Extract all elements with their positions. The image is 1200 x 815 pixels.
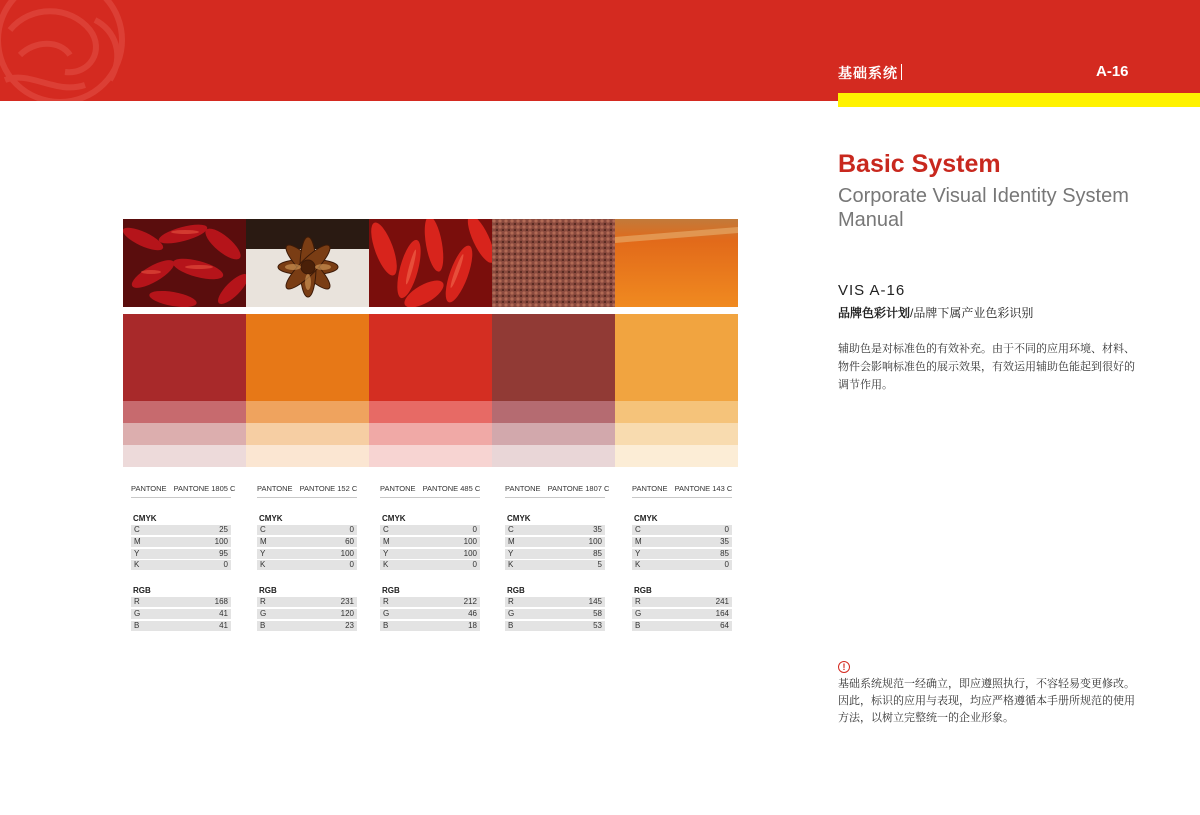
swatch-tint xyxy=(615,445,738,467)
description: 辅助色是对标准色的有效补充。由于不同的应用环境、材料、物件会影响标准色的展示效果，有效运用辅助色能起到很好的调节作用。 xyxy=(838,343,1135,391)
cmyk-key: K xyxy=(134,560,140,570)
pantone-value: PANTONE 1805 C xyxy=(173,484,236,493)
rgb-key: G xyxy=(383,609,390,619)
cmyk-row xyxy=(632,537,732,547)
swatch-main xyxy=(369,314,492,401)
plan-heading-rest: /品牌下属产业色彩识别 xyxy=(910,306,1034,320)
sichuan-pepper-photo xyxy=(492,219,615,307)
cmyk-value: 25 xyxy=(219,525,228,534)
cmyk-value: 100 xyxy=(214,536,228,546)
swatch-main xyxy=(123,314,246,401)
star-anise-photo xyxy=(246,219,369,307)
swatch-column xyxy=(615,314,738,467)
rgb-key: R xyxy=(383,597,389,607)
cmyk-row xyxy=(380,560,480,570)
cmyk-title: CMYK xyxy=(133,514,157,523)
chili-powder-photo xyxy=(615,219,738,307)
cmyk-key: Y xyxy=(383,548,389,558)
rgb-key: G xyxy=(134,609,141,619)
cmyk-row xyxy=(632,549,732,559)
swatch-tint xyxy=(123,423,246,445)
cmyk-key: M xyxy=(260,536,267,546)
warning-icon: ! xyxy=(838,661,850,673)
cmyk-row xyxy=(632,560,732,570)
cmyk-key: C xyxy=(635,525,641,534)
rgb-value: 145 xyxy=(588,597,602,607)
rgb-value: 53 xyxy=(593,620,602,630)
rgb-row xyxy=(131,621,231,631)
rgb-row xyxy=(257,609,357,619)
rgb-title: RGB xyxy=(634,586,652,596)
plan-heading xyxy=(838,304,1033,321)
swatch-tint xyxy=(492,423,615,445)
cmyk-value: 100 xyxy=(463,548,477,558)
cmyk-row xyxy=(257,560,357,570)
color-swatches xyxy=(123,314,738,467)
swatch-tint xyxy=(123,401,246,423)
cmyk-key: C xyxy=(508,525,514,534)
cmyk-key: M xyxy=(134,536,141,546)
plan-heading-bold: 品牌色彩计划 xyxy=(838,306,911,320)
swatch-main xyxy=(246,314,369,401)
cmyk-row xyxy=(131,549,231,559)
pantone-value: PANTONE 143 C xyxy=(674,484,733,493)
pantone-label: PANTONE xyxy=(632,484,668,493)
rgb-row xyxy=(380,609,480,619)
cmyk-key: M xyxy=(635,536,642,546)
rgb-key: G xyxy=(260,609,267,619)
swatch-main xyxy=(615,314,738,401)
swatch-tint xyxy=(369,423,492,445)
cmyk-row xyxy=(131,537,231,547)
cmyk-value: 0 xyxy=(472,525,477,534)
cmyk-title: CMYK xyxy=(634,514,658,523)
pantone-line xyxy=(632,484,732,498)
cmyk-row xyxy=(505,549,605,559)
cmyk-key: Y xyxy=(260,548,266,558)
accent-bar xyxy=(838,93,1200,107)
cmyk-key: Y xyxy=(134,548,140,558)
photo-strip xyxy=(123,219,738,307)
cmyk-value: 85 xyxy=(720,548,729,558)
cmyk-row xyxy=(131,560,231,570)
cmyk-value: 60 xyxy=(345,536,354,546)
cmyk-key: Y xyxy=(508,548,514,558)
header-band xyxy=(0,0,1200,101)
page-title: Basic System xyxy=(838,150,1001,178)
cmyk-value: 85 xyxy=(593,548,602,558)
cmyk-value: 0 xyxy=(349,525,354,534)
rgb-row xyxy=(257,597,357,607)
swatch-tint xyxy=(123,445,246,467)
cmyk-key: C xyxy=(383,525,389,534)
cmyk-key: Y xyxy=(635,548,641,558)
pantone-value: PANTONE 152 C xyxy=(299,484,358,493)
cmyk-key: K xyxy=(508,560,514,570)
rgb-row xyxy=(131,609,231,619)
rgb-value: 58 xyxy=(593,609,602,619)
pantone-line xyxy=(131,484,236,498)
page-subtitle: Corporate Visual Identity System Manual xyxy=(838,185,1129,231)
rgb-row xyxy=(380,597,480,607)
pantone-label: PANTONE xyxy=(131,484,167,493)
rgb-key: B xyxy=(383,620,389,630)
brand-emblem-watermark-icon xyxy=(0,0,140,101)
rgb-key: B xyxy=(134,620,140,630)
cmyk-row xyxy=(505,525,605,535)
rgb-value: 18 xyxy=(468,620,477,630)
rgb-value: 241 xyxy=(715,597,729,607)
cmyk-key: M xyxy=(383,536,390,546)
rgb-row xyxy=(505,597,605,607)
rgb-key: G xyxy=(635,609,642,619)
swatch-column xyxy=(369,314,492,467)
swatch-tint xyxy=(369,445,492,467)
spec-column xyxy=(131,484,236,633)
cmyk-row xyxy=(257,525,357,535)
swatch-column xyxy=(123,314,246,467)
rgb-key: B xyxy=(260,620,266,630)
rgb-row xyxy=(131,597,231,607)
swatch-tint xyxy=(246,401,369,423)
cmyk-value: 100 xyxy=(463,536,477,546)
cmyk-value: 0 xyxy=(724,525,729,534)
dried-red-chili-photo xyxy=(123,219,246,307)
cmyk-row xyxy=(505,537,605,547)
cmyk-value: 0 xyxy=(223,560,228,570)
rgb-value: 168 xyxy=(214,597,228,607)
rgb-key: B xyxy=(508,620,514,630)
pantone-value: PANTONE 485 C xyxy=(422,484,481,493)
cmyk-row xyxy=(380,525,480,535)
rgb-key: G xyxy=(508,609,515,619)
rgb-value: 164 xyxy=(715,609,729,619)
cmyk-value: 100 xyxy=(340,548,354,558)
cmyk-row xyxy=(257,549,357,559)
cmyk-row xyxy=(257,537,357,547)
swatch-main xyxy=(492,314,615,401)
pantone-line xyxy=(257,484,357,498)
cmyk-title: CMYK xyxy=(259,514,283,523)
swatch-tint xyxy=(615,423,738,445)
cmyk-key: C xyxy=(134,525,140,534)
rgb-title: RGB xyxy=(259,586,277,596)
pantone-label: PANTONE xyxy=(380,484,416,493)
cmyk-value: 100 xyxy=(588,536,602,546)
cmyk-value: 0 xyxy=(472,560,477,570)
rgb-key: R xyxy=(260,597,266,607)
rgb-title: RGB xyxy=(133,586,151,596)
section-label: 基础系统 xyxy=(838,65,898,81)
cmyk-value: 0 xyxy=(724,560,729,570)
spec-column xyxy=(380,484,480,633)
pantone-line xyxy=(380,484,480,498)
pantone-label: PANTONE xyxy=(257,484,293,493)
cmyk-value: 0 xyxy=(349,560,354,570)
cmyk-value: 35 xyxy=(720,536,729,546)
rgb-value: 212 xyxy=(463,597,477,607)
header-divider xyxy=(901,64,902,80)
swatch-tint xyxy=(492,401,615,423)
rgb-value: 23 xyxy=(345,620,354,630)
cmyk-key: K xyxy=(260,560,266,570)
rgb-title: RGB xyxy=(382,586,400,596)
pantone-label: PANTONE xyxy=(505,484,541,493)
cmyk-title: CMYK xyxy=(507,514,531,523)
spec-column xyxy=(505,484,610,633)
cmyk-key: M xyxy=(508,536,515,546)
swatch-tint xyxy=(369,401,492,423)
spec-column xyxy=(257,484,357,633)
cmyk-row xyxy=(505,560,605,570)
swatch-column xyxy=(492,314,615,467)
swatch-tint xyxy=(246,445,369,467)
cmyk-row xyxy=(380,537,480,547)
cmyk-value: 5 xyxy=(597,560,602,570)
cmyk-key: C xyxy=(260,525,266,534)
swatch-tint xyxy=(492,445,615,467)
red-chili-bundle-photo xyxy=(369,219,492,307)
rgb-value: 120 xyxy=(340,609,354,619)
rgb-row xyxy=(505,609,605,619)
swatch-tint xyxy=(246,423,369,445)
cmyk-value: 35 xyxy=(593,525,602,534)
rgb-value: 64 xyxy=(720,620,729,630)
rgb-key: R xyxy=(508,597,514,607)
page-code: A-16 xyxy=(1096,63,1129,80)
rgb-key: R xyxy=(635,597,641,607)
rgb-key: B xyxy=(635,620,641,630)
rgb-row xyxy=(257,621,357,631)
rgb-title: RGB xyxy=(507,586,525,596)
cmyk-row xyxy=(380,549,480,559)
swatch-column xyxy=(246,314,369,467)
rgb-row xyxy=(505,621,605,631)
cmyk-key: K xyxy=(383,560,389,570)
cmyk-key: K xyxy=(635,560,641,570)
rgb-row xyxy=(380,621,480,631)
pantone-value: PANTONE 1807 C xyxy=(547,484,610,493)
swatch-tint xyxy=(615,401,738,423)
vis-code: VIS A-16 xyxy=(838,282,906,299)
rgb-row xyxy=(632,609,732,619)
rgb-row xyxy=(632,597,732,607)
pantone-line xyxy=(505,484,610,498)
rgb-value: 231 xyxy=(340,597,354,607)
rgb-key: R xyxy=(134,597,140,607)
cmyk-value: 95 xyxy=(219,548,228,558)
cmyk-row xyxy=(131,525,231,535)
rgb-row xyxy=(632,621,732,631)
cmyk-row xyxy=(632,525,732,535)
rgb-value: 41 xyxy=(219,609,228,619)
cmyk-title: CMYK xyxy=(382,514,406,523)
spec-column xyxy=(632,484,732,633)
rgb-value: 41 xyxy=(219,620,228,630)
notice-text: 基础系统规范一经确立，即应遵照执行，不容轻易变更修改。因此，标识的应用与表现，均应严格遵循本手册所规范的使用方法，以树立完整统一的企业形象。 xyxy=(838,678,1135,724)
rgb-value: 46 xyxy=(468,609,477,619)
